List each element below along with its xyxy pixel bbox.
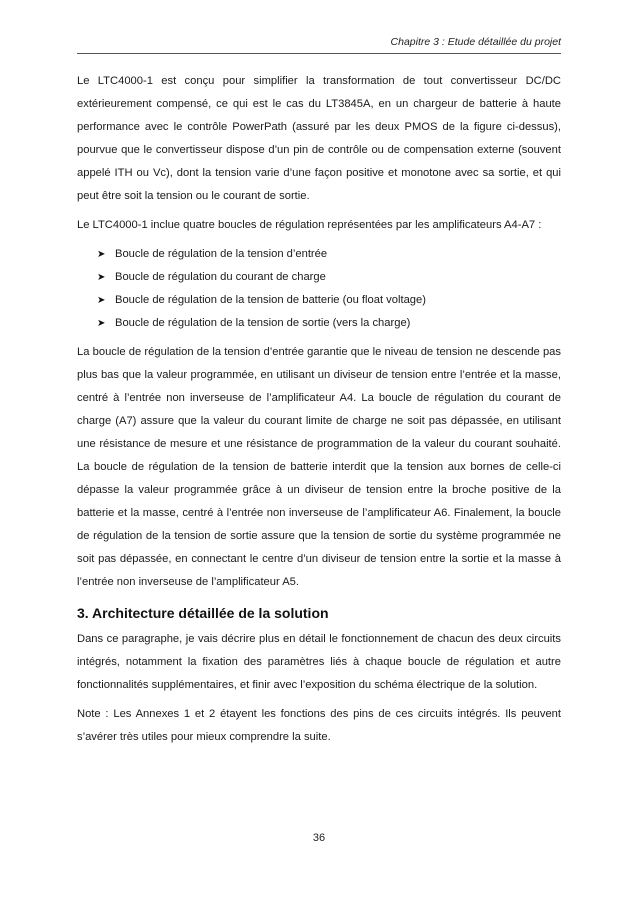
- list-item-text: Boucle de régulation de la tension de batterie (ou float voltage): [115, 294, 426, 306]
- arrow-bullet-icon: ➤: [97, 272, 106, 283]
- list-item-text: Boucle de régulation du courant de charge: [115, 271, 326, 283]
- list-item: [97, 312, 561, 335]
- header-rule: [77, 53, 561, 54]
- list-item-text: Boucle de régulation de la tension de sortie (vers la charge): [115, 317, 411, 329]
- paragraph-loops-intro: Le LTC4000-1 inclue quatre boucles de régulation représentées par les amplificateurs A4-A7 :: [77, 219, 542, 231]
- arrow-bullet-icon: ➤: [97, 249, 106, 260]
- section-heading: 3. Architecture détaillée de la solution: [77, 605, 329, 621]
- paragraph-note: Note : Les Annexes 1 et 2 étayent les fonctions des pins de ces circuits intégrés. Ils peuvent s’avérer très utiles pour mieux comprendre la suite.: [77, 708, 561, 743]
- page-content: [77, 70, 561, 755]
- list-item: [97, 266, 561, 289]
- list-item: [97, 243, 561, 266]
- arrow-bullet-icon: ➤: [97, 295, 106, 306]
- paragraph-section-intro: Dans ce paragraphe, je vais décrire plus en détail le fonctionnement de chacun des deux circuits intégrés, notamment la fixation des paramètres liés à chaque boucle de régulation et autre fonctionnalités supplémentaires, et finir avec l’exposition du schéma électrique de la solution.: [77, 633, 561, 691]
- regulation-loops-list: [77, 243, 561, 335]
- list-item-text: Boucle de régulation de la tension d’entrée: [115, 248, 328, 260]
- list-item: [97, 289, 561, 312]
- paragraph-intro: Le LTC4000-1 est conçu pour simplifier la transformation de tout convertisseur DC/DC extérieurement compensé, ce qui est le cas du LT3845A, en un chargeur de batterie à haute performance avec le contrôle PowerPath (assuré par les deux PMOS de la figure ci-dessus), pourvue que le convertisseur dispose d’un pin de contrôle ou de compensation externe (souvent appelé ITH ou Vc), dont la tension varie d’une façon positive et monotone avec sa sortie, et qui peut être soit la tension ou le courant de sortie.: [77, 75, 561, 202]
- arrow-bullet-icon: ➤: [97, 318, 106, 329]
- page-number: 36: [312, 832, 326, 844]
- running-header: Chapitre 3 : Etude détaillée du projet: [390, 36, 561, 48]
- paragraph-loops-detail: La boucle de régulation de la tension d’entrée garantie que le niveau de tension ne descende pas plus bas que la valeur programmée, en utilisant un diviseur de tension entre l’entrée et la masse, centré à l’entrée non inverseuse de l’amplificateur A4. La boucle de régulation du courant de charge (A7) assure que la valeur du courant limite de charge ne soit pas dépassée, en utilisant une résistance de mesure et une résistance de programmation de la valeur du courant souhaité. La boucle de régulation de la tension de batterie interdit que la tension aux bornes de celle-ci dépasse la valeur programmée grâce à un diviseur de tension entre la broche positive de la batterie et la masse, centré à l’entrée non inverseuse de l’amplificateur A6. Finalement, la boucle de régulation de la tension de sortie assure que la tension de sortie du système programmée ne soit pas dépassée, en connectant le centre d’un diviseur de tension entre la sortie et la masse à l’entrée non inverseuse de l’amplificateur A5.: [77, 346, 561, 588]
